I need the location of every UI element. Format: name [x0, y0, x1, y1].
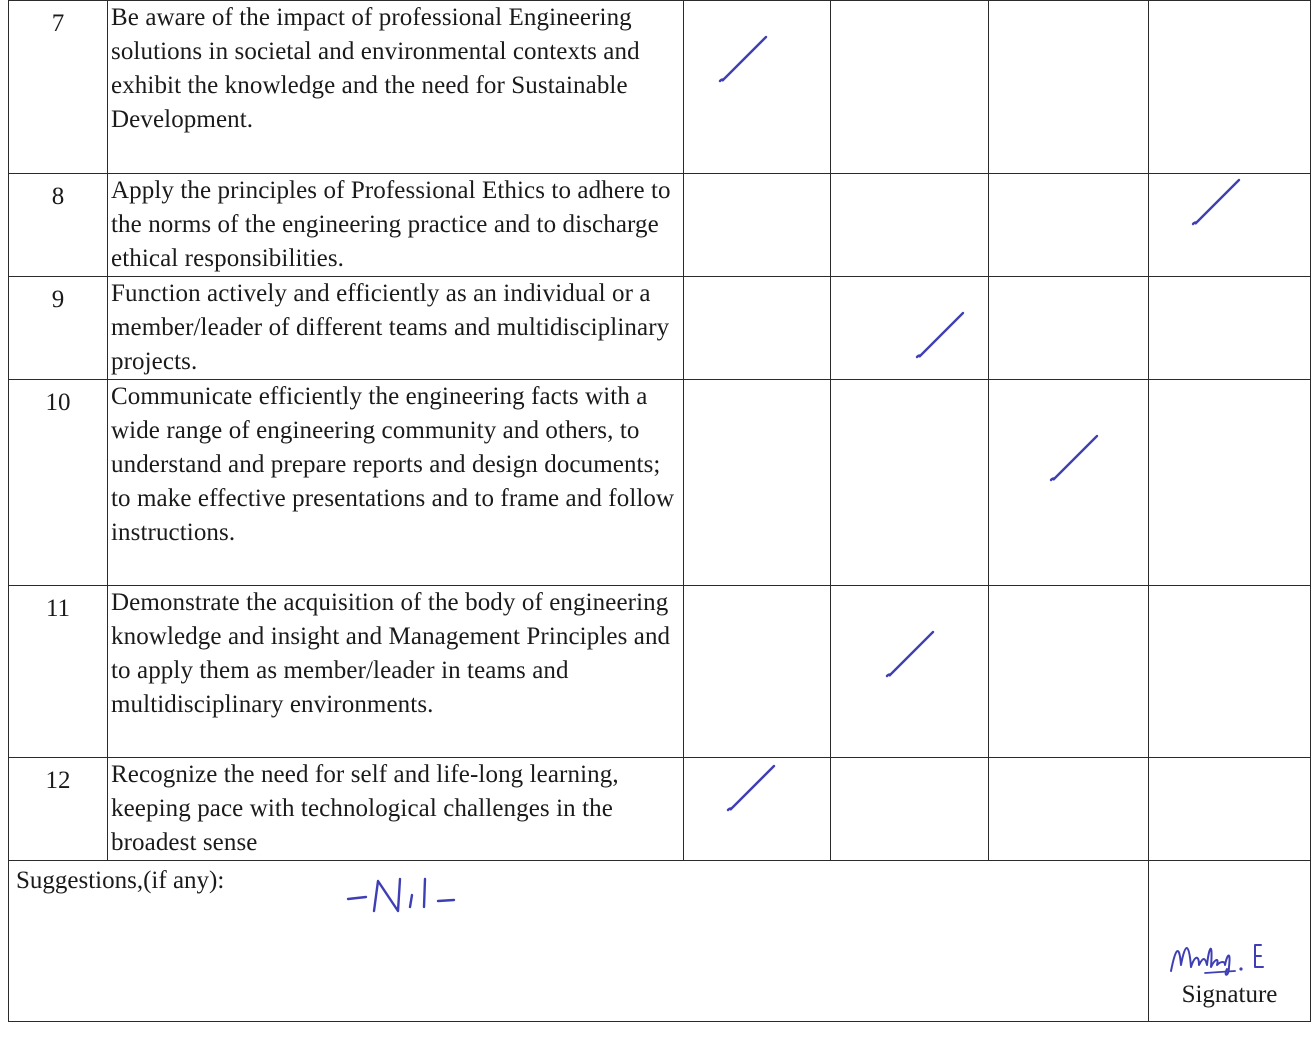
- table-row: [9, 380, 1311, 586]
- rating-cell-3[interactable]: [989, 380, 1149, 586]
- outcome-description: Be aware of the impact of professional Engineering solutions in societal and environmental contexts and exhibit the knowledge and the need for Sustainable Development.: [108, 1, 684, 174]
- suggestions-handwritten-nil: [344, 871, 494, 921]
- suggestions-cell: [9, 861, 1149, 1022]
- rating-cell-2[interactable]: [831, 380, 989, 586]
- rating-cell-4[interactable]: [1149, 174, 1311, 277]
- rating-cell-3[interactable]: [989, 586, 1149, 758]
- outcome-description: Recognize the need for self and life-long learning, keeping pace with technological challenges in the broadest sense: [108, 758, 684, 861]
- rating-cell-3[interactable]: [989, 758, 1149, 861]
- rating-cell-2[interactable]: [831, 758, 989, 861]
- handwritten-check-icon: [911, 305, 971, 365]
- rating-cell-4[interactable]: [1149, 758, 1311, 861]
- rating-cell-3[interactable]: [989, 277, 1149, 380]
- handwritten-check-icon: [881, 624, 941, 684]
- signature-cell: [1149, 861, 1311, 1022]
- footer-row: [9, 861, 1311, 1022]
- table-row: [9, 1, 1311, 174]
- outcome-number-cell: [9, 380, 108, 586]
- rating-cell-1[interactable]: [684, 586, 831, 758]
- rating-cell-4[interactable]: [1149, 277, 1311, 380]
- rating-cell-4[interactable]: [1149, 1, 1311, 174]
- rating-cell-2[interactable]: [831, 1, 989, 174]
- table-row: [9, 586, 1311, 758]
- outcome-number: 10: [45, 389, 71, 416]
- program-outcomes-table: [8, 0, 1311, 1022]
- rating-cell-4[interactable]: [1149, 586, 1311, 758]
- outcome-number: 11: [45, 595, 71, 622]
- outcome-description: Communicate efficiently the engineering facts with a wide range of engineering community and others, to understand and prepare reports and design documents; to make effective presentations and to frame and follow instructions.: [108, 380, 684, 586]
- rating-cell-1[interactable]: [684, 277, 831, 380]
- rating-cell-2[interactable]: [831, 174, 989, 277]
- rating-cell-1[interactable]: [684, 758, 831, 861]
- handwritten-check-icon: [1045, 428, 1105, 488]
- outcome-number-cell: [9, 277, 108, 380]
- outcome-number-cell: [9, 758, 108, 861]
- outcome-number: 12: [45, 767, 71, 794]
- rating-cell-4[interactable]: [1149, 380, 1311, 586]
- table-row: [9, 277, 1311, 380]
- outcome-description: Function actively and efficiently as an individual or a member/leader of different teams and multidisciplinary projects.: [108, 277, 684, 380]
- rating-cell-2[interactable]: [831, 586, 989, 758]
- handwritten-check-icon: [1187, 172, 1247, 232]
- outcome-number: 8: [51, 183, 65, 210]
- rating-cell-3[interactable]: [989, 174, 1149, 277]
- handwritten-check-icon: [714, 29, 774, 89]
- rating-cell-1[interactable]: [684, 174, 831, 277]
- suggestions-label: Suggestions,(if any):: [16, 867, 225, 894]
- signature-block: [1149, 931, 1310, 1009]
- rating-cell-2[interactable]: [831, 277, 989, 380]
- rating-cell-1[interactable]: [684, 380, 831, 586]
- outcomes-body: [9, 1, 1311, 861]
- outcome-number: 7: [51, 10, 65, 37]
- rating-cell-3[interactable]: [989, 1, 1149, 174]
- signature-label: Signature: [1181, 981, 1278, 1008]
- table-row: [9, 758, 1311, 861]
- outcome-number: 9: [51, 286, 65, 313]
- outcome-number-cell: [9, 586, 108, 758]
- outcome-description: Apply the principles of Professional Ethics to adhere to the norms of the engineering practice and to discharge ethical responsibilities.: [108, 174, 684, 277]
- outcome-number-cell: [9, 1, 108, 174]
- rating-cell-1[interactable]: [684, 1, 831, 174]
- outcome-number-cell: [9, 174, 108, 277]
- signature-scribble: [1165, 931, 1295, 981]
- table-row: [9, 174, 1311, 277]
- handwritten-check-icon: [722, 758, 782, 818]
- outcome-description: Demonstrate the acquisition of the body of engineering knowledge and insight and Management Principles and to apply them as member/leader in teams and multidisciplinary environments.: [108, 586, 684, 758]
